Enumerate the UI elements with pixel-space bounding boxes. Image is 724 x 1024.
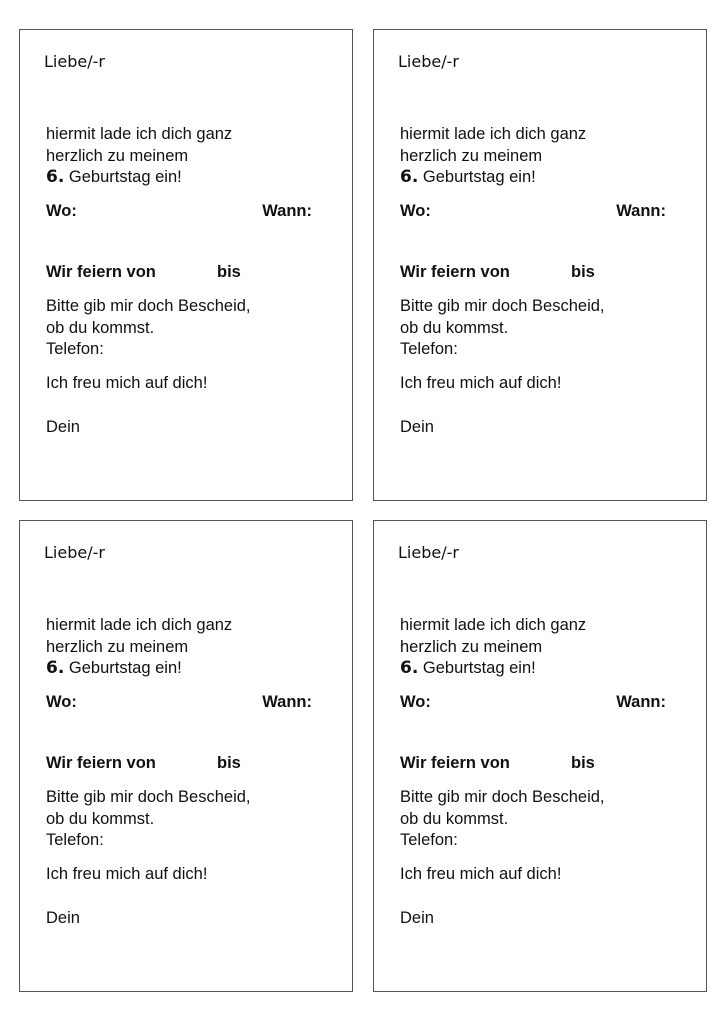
request-line-2: ob du kommst. <box>400 318 509 337</box>
invitation-text <box>400 124 690 189</box>
time-to-label: bis <box>217 754 241 772</box>
signature: Dein <box>46 418 80 436</box>
where-label: Wo: <box>46 202 77 220</box>
phone-label: Telefon: <box>46 340 104 358</box>
birthday-text: Geburtstag ein! <box>68 168 182 186</box>
request-line-1: Bitte gib mir doch Bescheid, <box>400 788 605 806</box>
rsvp-request <box>46 296 336 361</box>
closing-text: Ich freu mich auf dich! <box>46 374 208 392</box>
phone-label: Telefon: <box>46 831 104 849</box>
request-line-1: Bitte gib mir doch Bescheid, <box>400 297 605 315</box>
when-label: Wann: <box>616 693 666 711</box>
intro-line-3 <box>400 658 690 680</box>
request-line-2: ob du kommst. <box>400 809 509 828</box>
signature: Dein <box>46 909 80 927</box>
where-label: Wo: <box>400 202 431 220</box>
intro-line-2: herzlich zu meinem <box>400 637 543 656</box>
birthday-text: Geburtstag ein! <box>422 659 536 677</box>
time-from-label: Wir feiern von <box>400 754 510 772</box>
greeting: Liebe/-r <box>44 543 105 562</box>
request-line-2: ob du kommst. <box>46 318 155 337</box>
invitation-card-4 <box>373 520 707 992</box>
intro-line-3 <box>46 167 336 189</box>
intro-line-3 <box>400 167 690 189</box>
signature: Dein <box>400 418 434 436</box>
phone-label: Telefon: <box>400 340 458 358</box>
intro-line-1: hiermit lade ich dich ganz <box>46 616 233 634</box>
closing-text: Ich freu mich auf dich! <box>400 865 562 883</box>
time-to-label: bis <box>217 263 241 281</box>
time-to-label: bis <box>571 263 595 281</box>
when-label: Wann: <box>262 202 312 220</box>
request-line-2: ob du kommst. <box>46 809 155 828</box>
intro-line-1: hiermit lade ich dich ganz <box>400 616 587 634</box>
age-number: 6. <box>46 658 65 678</box>
rsvp-request <box>400 296 690 361</box>
intro-line-1: hiermit lade ich dich ganz <box>400 125 587 143</box>
rsvp-request <box>400 787 690 852</box>
intro-line-2: herzlich zu meinem <box>400 146 543 165</box>
greeting: Liebe/-r <box>398 52 459 71</box>
time-to-label: bis <box>571 754 595 772</box>
intro-line-2: herzlich zu meinem <box>46 146 189 165</box>
invitation-card-2 <box>373 29 707 501</box>
time-from-label: Wir feiern von <box>46 263 156 281</box>
closing-text: Ich freu mich auf dich! <box>46 865 208 883</box>
when-label: Wann: <box>262 693 312 711</box>
invitation-text <box>46 124 336 189</box>
intro-line-1: hiermit lade ich dich ganz <box>46 125 233 143</box>
where-label: Wo: <box>46 693 77 711</box>
closing-text: Ich freu mich auf dich! <box>400 374 562 392</box>
birthday-text: Geburtstag ein! <box>422 168 536 186</box>
greeting: Liebe/-r <box>44 52 105 71</box>
age-number: 6. <box>46 167 65 187</box>
invitation-text <box>46 615 336 680</box>
age-number: 6. <box>400 167 419 187</box>
invitation-card-1 <box>19 29 353 501</box>
time-from-label: Wir feiern von <box>46 754 156 772</box>
when-label: Wann: <box>616 202 666 220</box>
greeting: Liebe/-r <box>398 543 459 562</box>
rsvp-request <box>46 787 336 852</box>
intro-line-2: herzlich zu meinem <box>46 637 189 656</box>
time-from-label: Wir feiern von <box>400 263 510 281</box>
intro-line-3 <box>46 658 336 680</box>
where-label: Wo: <box>400 693 431 711</box>
phone-label: Telefon: <box>400 831 458 849</box>
birthday-text: Geburtstag ein! <box>68 659 182 677</box>
request-line-1: Bitte gib mir doch Bescheid, <box>46 297 251 315</box>
signature: Dein <box>400 909 434 927</box>
invitation-card-3 <box>19 520 353 992</box>
request-line-1: Bitte gib mir doch Bescheid, <box>46 788 251 806</box>
invitation-text <box>400 615 690 680</box>
age-number: 6. <box>400 658 419 678</box>
